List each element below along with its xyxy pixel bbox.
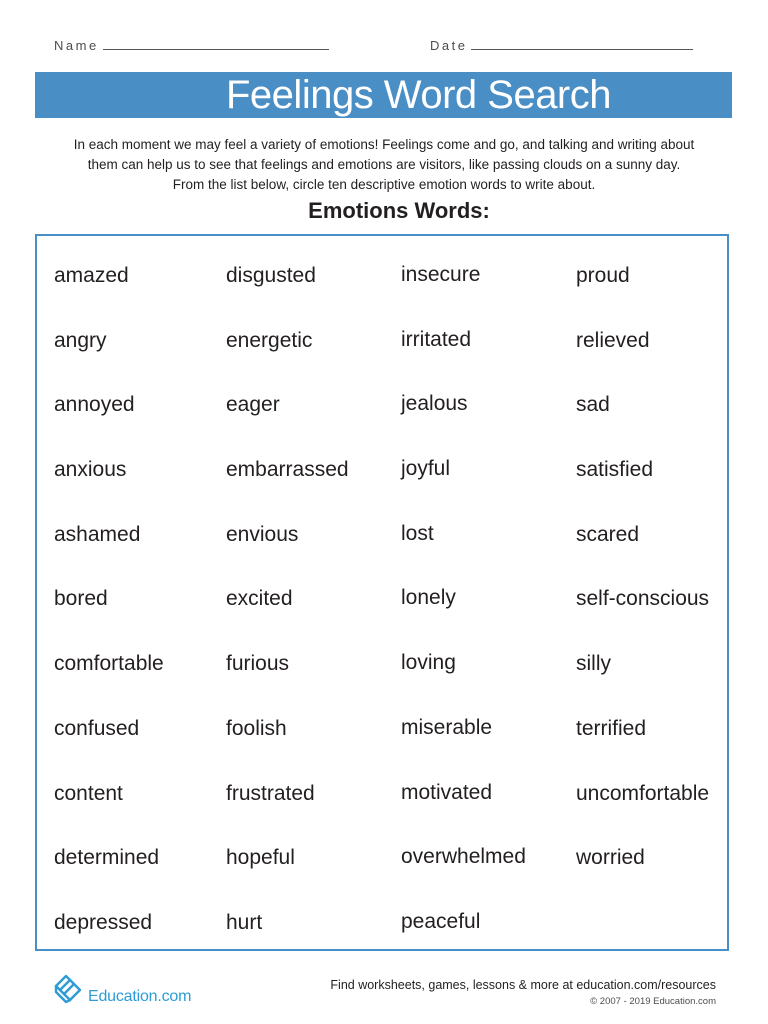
word-item[interactable]: silly: [576, 652, 611, 676]
word-item[interactable]: frustrated: [226, 781, 315, 805]
word-item[interactable]: bored: [54, 587, 108, 611]
word-item[interactable]: insecure: [401, 263, 481, 286]
word-item[interactable]: worried: [576, 846, 645, 870]
word-item[interactable]: satisfied: [576, 458, 654, 482]
name-field[interactable]: [54, 38, 329, 53]
word-item[interactable]: miserable: [401, 715, 493, 739]
word-item[interactable]: loving: [401, 651, 456, 675]
date-line: [471, 48, 693, 50]
intro-line-2: them can help us to see that feelings and emotions are visitors, like passing clouds on a sunny day.: [87, 157, 681, 172]
word-item[interactable]: lost: [401, 521, 434, 545]
intro-line-3: From the list below, circle ten descriptive emotion words to write about.: [172, 177, 596, 192]
word-item[interactable]: disgusted: [226, 264, 316, 287]
page-title: Feelings Word Search: [226, 73, 611, 117]
intro-text: [40, 135, 728, 195]
word-item[interactable]: joyful: [401, 457, 451, 481]
education-logo-icon: [52, 972, 86, 1006]
section-heading: Emotions Words:: [308, 198, 490, 223]
title-banner: [35, 72, 732, 118]
word-item[interactable]: anxious: [54, 458, 127, 482]
word-item[interactable]: envious: [226, 522, 299, 546]
word-list-box: [35, 234, 729, 951]
word-item[interactable]: content: [54, 781, 123, 805]
word-item[interactable]: energetic: [226, 328, 313, 352]
word-item[interactable]: hopeful: [226, 846, 295, 870]
word-item[interactable]: amazed: [54, 264, 129, 287]
word-item[interactable]: terrified: [576, 716, 647, 740]
word-item[interactable]: uncomfortable: [576, 781, 710, 805]
word-item[interactable]: proud: [576, 264, 630, 287]
word-column-1: [54, 262, 164, 974]
date-label: Date: [430, 38, 468, 53]
intro-line-1: In each moment we may feel a variety of emotions! Feelings come and go, and talking and writing about: [73, 137, 695, 152]
word-item[interactable]: annoyed: [54, 393, 135, 417]
word-item[interactable]: peaceful: [401, 909, 481, 933]
logo-text: Education.com: [88, 988, 192, 1005]
word-item[interactable]: hurt: [226, 910, 263, 934]
word-item[interactable]: sad: [576, 393, 610, 417]
word-item[interactable]: irritated: [401, 327, 472, 351]
word-item[interactable]: angry: [54, 328, 107, 352]
word-item[interactable]: eager: [226, 393, 280, 417]
word-item[interactable]: motivated: [401, 780, 493, 804]
footer-copyright: © 2007 - 2019 Education.com: [590, 996, 716, 1007]
word-item[interactable]: confused: [54, 716, 140, 740]
date-field[interactable]: [430, 38, 693, 53]
word-column-4: [576, 262, 709, 909]
word-item[interactable]: embarrassed: [226, 458, 349, 482]
word-column-3: [401, 261, 526, 973]
word-item[interactable]: scared: [576, 522, 640, 546]
word-item[interactable]: comfortable: [54, 652, 164, 676]
header-fields: [0, 38, 768, 58]
word-item[interactable]: determined: [54, 846, 160, 870]
word-item[interactable]: ashamed: [54, 522, 141, 546]
word-item[interactable]: depressed: [54, 910, 153, 934]
word-item[interactable]: self-conscious: [576, 587, 710, 611]
word-item[interactable]: jealous: [401, 392, 468, 416]
education-logo[interactable]: [52, 970, 252, 1010]
word-item[interactable]: overwhelmed: [401, 845, 526, 869]
word-item[interactable]: lonely: [401, 586, 456, 610]
word-column-2: [226, 262, 349, 974]
footer-tagline: Find worksheets, games, lessons & more at education.com/resources: [330, 978, 716, 992]
name-line: [103, 48, 329, 50]
word-item[interactable]: relieved: [576, 328, 650, 352]
word-item[interactable]: excited: [226, 587, 293, 611]
name-label: Name: [54, 38, 99, 53]
word-item[interactable]: furious: [226, 652, 290, 676]
word-item[interactable]: foolish: [226, 716, 287, 740]
